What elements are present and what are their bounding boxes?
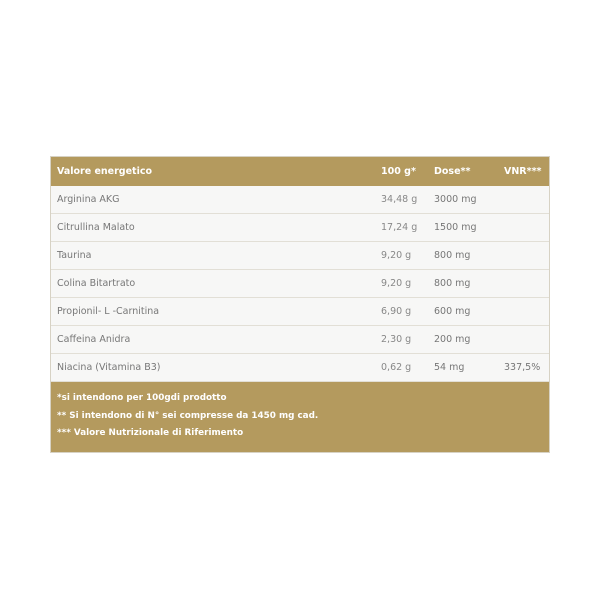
cell-nutrient: Caffeina Anidra bbox=[57, 334, 131, 345]
header-per-100g: 100 g* bbox=[381, 166, 416, 177]
footnote-dose: ** Si intendono di N° sei compresse da 1450 mg cad. bbox=[57, 410, 319, 421]
nutrition-table bbox=[50, 156, 550, 453]
table-row bbox=[51, 186, 549, 214]
cell-nutrient: Taurina bbox=[57, 250, 92, 261]
cell-nutrient: Arginina AKG bbox=[57, 194, 120, 205]
cell-nutrient: Propionil- L -Carnitina bbox=[57, 306, 160, 317]
header-dose: Dose** bbox=[434, 166, 471, 177]
header-vnr: VNR*** bbox=[504, 166, 542, 177]
footnote-per-100g: *si intendono per 100gdi prodotto bbox=[57, 393, 227, 403]
cell-per-100g: 2,30 g bbox=[381, 334, 412, 345]
table-row bbox=[51, 298, 549, 326]
table-row bbox=[51, 354, 549, 382]
cell-dose: 3000 mg bbox=[434, 194, 477, 205]
cell-per-100g: 9,20 g bbox=[381, 250, 412, 261]
cell-per-100g: 0,62 g bbox=[381, 362, 412, 373]
cell-dose: 1500 mg bbox=[434, 222, 477, 233]
cell-per-100g: 9,20 g bbox=[381, 278, 412, 289]
cell-nutrient: Citrullina Malato bbox=[57, 222, 135, 233]
cell-nutrient: Colina Bitartrato bbox=[57, 278, 136, 289]
cell-dose: 600 mg bbox=[434, 306, 471, 317]
cell-dose: 800 mg bbox=[434, 278, 471, 289]
table-row bbox=[51, 326, 549, 354]
cell-nutrient: Niacina (Vitamina B3) bbox=[57, 362, 161, 373]
table-row bbox=[51, 270, 549, 298]
footnote-vnr: *** Valore Nutrizionale di Riferimento bbox=[57, 428, 244, 438]
cell-per-100g: 34,48 g bbox=[381, 194, 418, 205]
cell-dose: 200 mg bbox=[434, 334, 471, 345]
cell-per-100g: 6,90 g bbox=[381, 306, 412, 317]
cell-dose: 54 mg bbox=[434, 362, 465, 373]
cell-dose: 800 mg bbox=[434, 250, 471, 261]
table-row bbox=[51, 214, 549, 242]
table-row bbox=[51, 242, 549, 270]
header-nutrient: Valore energetico bbox=[57, 166, 152, 177]
table-header bbox=[51, 157, 549, 186]
footnotes bbox=[51, 382, 549, 452]
cell-vnr: 337,5% bbox=[504, 362, 541, 373]
cell-per-100g: 17,24 g bbox=[381, 222, 418, 233]
